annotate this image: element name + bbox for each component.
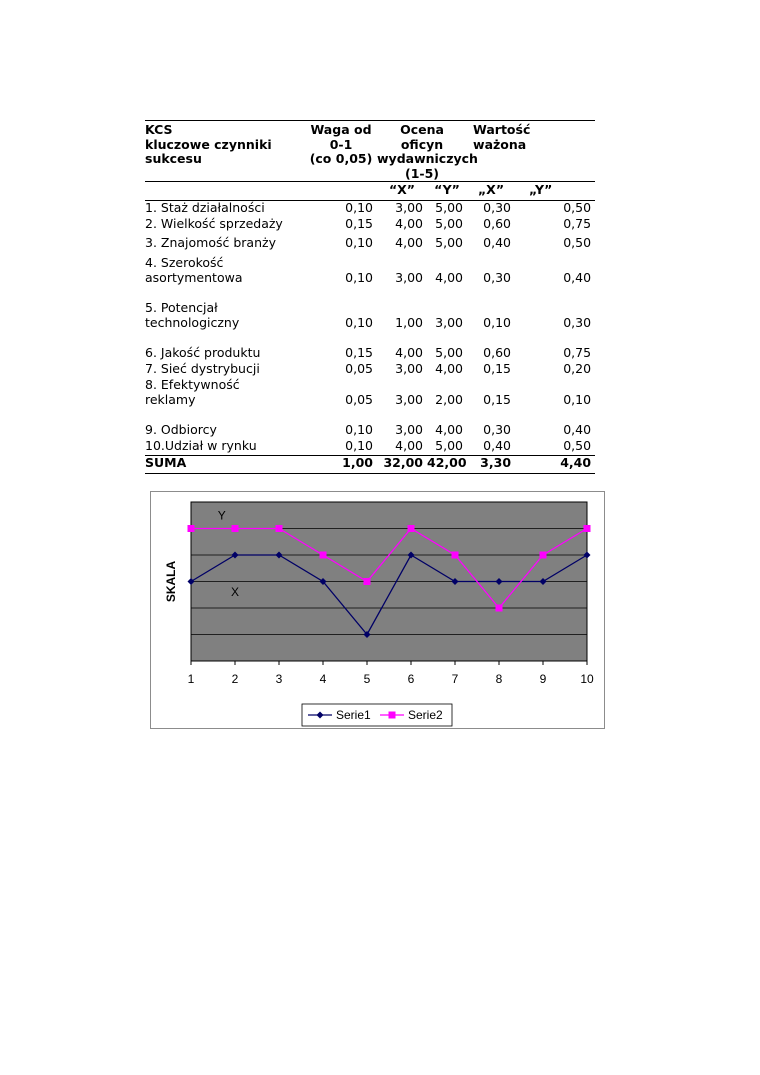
cell-wy: 0,10 (563, 392, 592, 407)
subheader-empty (145, 182, 305, 201)
row-label-text-line2: technologiczny (145, 314, 240, 330)
row-label (145, 233, 305, 256)
table-row (145, 201, 595, 218)
cell-waga: 0,05 (345, 392, 373, 407)
sum-oy: 42,00 (427, 456, 467, 474)
header-wartosc-line1: Wartość (473, 122, 531, 137)
subheader-wartosc-x: „X” (467, 182, 515, 201)
table-row (145, 256, 595, 301)
x-tick-label: 10 (580, 672, 594, 686)
cell-oy: 5,00 (435, 345, 464, 360)
cell-oy: 4,00 (435, 270, 464, 285)
subheader-empty (305, 182, 377, 201)
row-label-text: 3. Znajomość branży (145, 235, 276, 250)
x-tick-label: 8 (495, 672, 503, 686)
table-row (145, 378, 595, 423)
cell-wy: 0,30 (563, 315, 592, 330)
sum-row (145, 456, 595, 474)
cell-wy: 0,40 (563, 422, 592, 437)
row-label-text: 10.Udział w rynku (145, 438, 257, 453)
row-label-text: 4. Szerokość (145, 255, 224, 270)
table-row (145, 362, 595, 378)
cell-ox: 3,00 (395, 361, 423, 376)
row-label-text-line2: asortymentowa (145, 269, 243, 285)
row-label (145, 439, 305, 456)
cell-wx: 0,30 (483, 422, 512, 437)
cell-ox: 1,00 (395, 315, 423, 330)
chart-annotation-x: X (230, 585, 240, 600)
cell-wy: 0,20 (563, 361, 592, 376)
header-kcs-line1: KCS (145, 122, 173, 137)
row-label (145, 201, 305, 218)
cell-waga: 0,10 (345, 438, 373, 453)
row-label (145, 423, 305, 439)
table-row (145, 233, 595, 256)
row-label (145, 301, 305, 346)
row-label-text: 2. Wielkość sprzedaży (145, 216, 283, 231)
chart-frame (150, 491, 605, 729)
subheader-ocena-y: “Y” (427, 182, 467, 201)
cell-waga: 0,10 (345, 270, 373, 285)
cell-wx: 0,30 (483, 200, 512, 215)
header-ocena-line1: Ocena oficyn (400, 122, 444, 152)
cell-wx: 0,10 (483, 315, 512, 330)
subheader-wartosc-y: „Y” (515, 182, 595, 201)
cell-wx: 0,15 (483, 361, 512, 376)
row-label-text: 9. Odbiorcy (145, 422, 217, 437)
cell-oy: 3,00 (435, 315, 464, 330)
sum-waga: 1,00 (305, 456, 377, 474)
subheader-ocena-x: “X” (377, 182, 427, 201)
y-axis-label: SKALA (164, 560, 178, 603)
x-tick-label: 5 (363, 672, 371, 686)
cell-ox: 4,00 (395, 438, 423, 453)
cell-ox: 3,00 (395, 270, 423, 285)
cell-oy: 2,00 (435, 392, 464, 407)
data-point-serie2 (232, 525, 239, 532)
row-label-text: 8. Efektywność (145, 377, 240, 392)
header-ocena-line2: wydawniczych (377, 151, 478, 166)
header-waga-line1: Waga od (310, 122, 372, 137)
sum-label: SUMA (145, 456, 305, 474)
cell-wy: 0,75 (563, 216, 592, 231)
row-label (145, 378, 305, 423)
row-label (145, 362, 305, 378)
sum-wx: 3,30 (467, 456, 515, 474)
legend-label-serie2: Serie2 (408, 708, 443, 722)
x-tick-label: 2 (231, 672, 239, 686)
row-label (145, 346, 305, 362)
table-row (145, 439, 595, 456)
data-point-serie2 (364, 578, 371, 585)
cell-waga: 0,10 (345, 315, 373, 330)
data-point-serie2 (408, 525, 415, 532)
header-row (145, 121, 595, 182)
subheader-row (145, 182, 595, 201)
cell-oy: 5,00 (435, 438, 464, 453)
cell-waga: 0,15 (345, 216, 373, 231)
cell-ox: 3,00 (395, 392, 423, 407)
x-tick-label: 7 (451, 672, 459, 686)
header-ocena (377, 121, 478, 182)
row-label-text: 7. Sieć dystrybucji (145, 361, 260, 376)
cell-wx: 0,40 (483, 438, 512, 453)
row-label (145, 217, 305, 233)
cell-oy: 5,00 (435, 216, 464, 231)
data-point-serie2 (320, 552, 327, 559)
legend-marker-serie2 (389, 712, 396, 719)
cell-ox: 4,00 (395, 345, 423, 360)
cell-ox: 4,00 (395, 216, 423, 231)
cell-wx: 0,60 (483, 345, 512, 360)
row-label-text-line2: reklamy (145, 391, 196, 407)
legend-label-serie1: Serie1 (336, 708, 371, 722)
x-tick-label: 9 (539, 672, 547, 686)
data-point-serie2 (276, 525, 283, 532)
cell-wy: 0,75 (563, 345, 592, 360)
cell-oy: 5,00 (435, 200, 464, 215)
data-point-serie2 (540, 552, 547, 559)
table-row (145, 301, 595, 346)
cell-wy: 0,50 (563, 200, 592, 215)
cell-oy: 4,00 (435, 361, 464, 376)
cell-oy: 4,00 (435, 422, 464, 437)
header-ocena-line3: (1-5) (405, 165, 440, 181)
data-point-serie2 (496, 605, 503, 612)
chart-annotation-y: Y (217, 508, 226, 523)
x-tick-label: 4 (319, 672, 327, 686)
cell-ox: 4,00 (395, 235, 423, 250)
cell-wy: 0,50 (563, 235, 592, 250)
x-tick-label: 6 (407, 672, 415, 686)
cell-wx: 0,40 (483, 235, 512, 250)
row-label-text: 5. Potencjał (145, 300, 218, 315)
row-label-text: 6. Jakość produktu (145, 345, 261, 360)
row-label-text: 1. Staż działalności (145, 200, 265, 215)
header-waga-line2: 0-1 (329, 136, 353, 152)
line-chart (151, 492, 604, 728)
x-tick-label: 3 (275, 672, 283, 686)
cell-ox: 3,00 (395, 422, 423, 437)
cell-waga: 0,10 (345, 200, 373, 215)
kcs-table (145, 120, 595, 474)
header-waga-line3: (co 0,05) (309, 151, 373, 166)
header-kcs-line3: sukcesu (145, 151, 202, 166)
header-wartosc-line2: ważona (473, 136, 527, 152)
header-kcs-line2: kluczowe czynniki (145, 136, 272, 152)
cell-wy: 0,50 (563, 438, 592, 453)
cell-waga: 0,15 (345, 345, 373, 360)
cell-waga: 0,05 (345, 361, 373, 376)
data-point-serie2 (188, 525, 195, 532)
cell-wx: 0,30 (483, 270, 512, 285)
row-label (145, 256, 305, 301)
header-kcs (145, 121, 305, 182)
cell-ox: 3,00 (395, 200, 423, 215)
cell-wx: 0,15 (483, 392, 512, 407)
table-row (145, 346, 595, 362)
sum-ox: 32,00 (377, 456, 427, 474)
cell-oy: 5,00 (435, 235, 464, 250)
cell-waga: 0,10 (345, 235, 373, 250)
data-point-serie2 (584, 525, 591, 532)
cell-waga: 0,10 (345, 422, 373, 437)
data-point-serie2 (452, 552, 459, 559)
header-waga (305, 121, 377, 182)
sum-wy: 4,40 (515, 456, 595, 474)
x-tick-label: 1 (187, 672, 195, 686)
cell-wx: 0,60 (483, 216, 512, 231)
table-row (145, 423, 595, 439)
header-wartosc (467, 121, 595, 182)
cell-wy: 0,40 (563, 270, 592, 285)
table-row (145, 217, 595, 233)
